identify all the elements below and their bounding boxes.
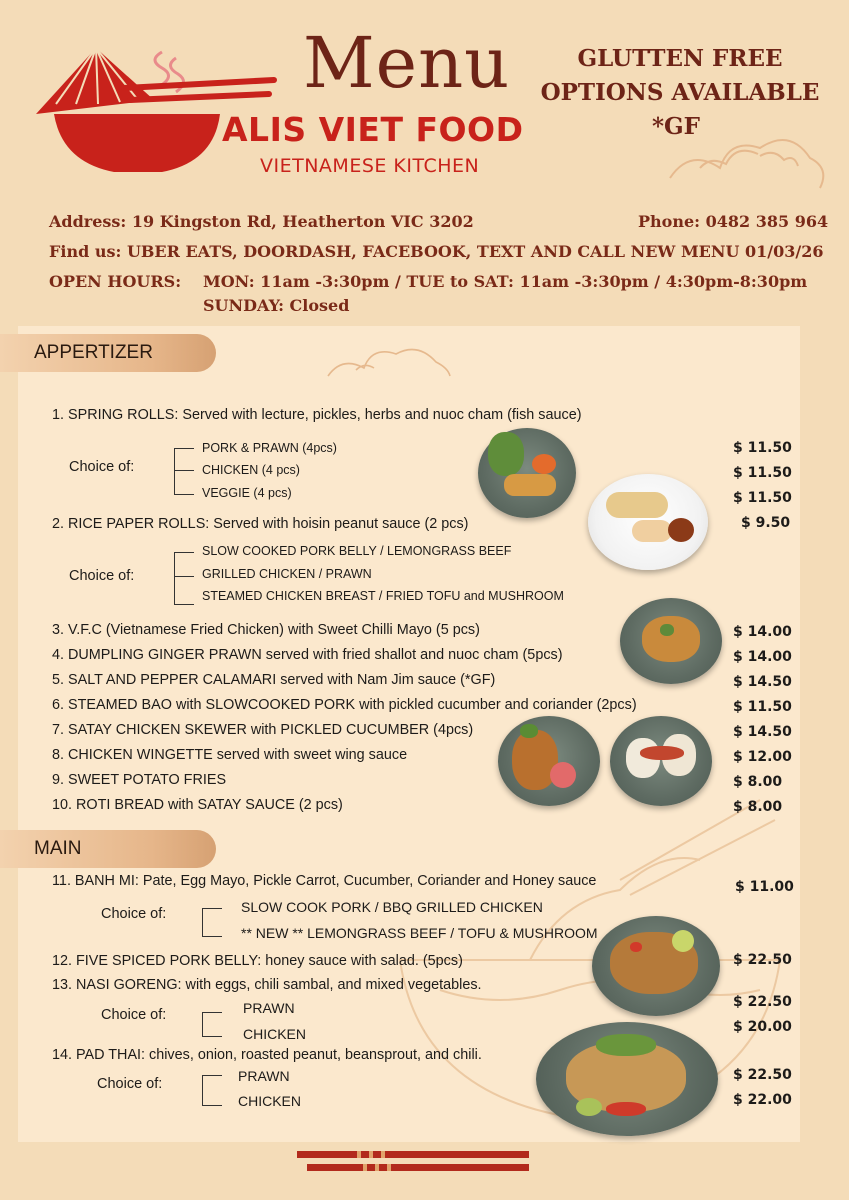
- bracket: [202, 1075, 203, 1105]
- brand-name: ALIS VIET FOOD: [222, 110, 524, 149]
- hours-weekdays: MON: 11am -3:30pm / TUE to SAT: 11am -3:30pm / 4:30pm-8:30pm: [203, 272, 808, 291]
- address: Address: 19 Kingston Rd, Heatherton VIC 3202: [49, 212, 474, 231]
- menu-item-10: 10. ROTI BREAD with SATAY SAUCE (2 pcs): [52, 797, 343, 813]
- cloud-ornament-small: [320, 336, 460, 386]
- rice-paper-rolls-photo: [588, 474, 708, 570]
- price: $ 11.50: [733, 490, 792, 506]
- menu-title: Menu: [303, 22, 511, 104]
- price: $ 9.50: [741, 515, 791, 531]
- bracket: [202, 1012, 203, 1036]
- option: ** NEW ** LEMONGRASS BEEF / TOFU & MUSHROOM: [241, 925, 598, 941]
- cloud-ornament: [660, 108, 840, 198]
- price: $ 22.50: [733, 952, 792, 968]
- choice-label: Choice of:: [101, 1007, 167, 1023]
- menu-item-12: 12. FIVE SPICED PORK BELLY: honey sauce with salad. (5pcs): [52, 953, 463, 969]
- choice-label: Choice of:: [69, 459, 135, 475]
- menu-item-14: 14. PAD THAI: chives, onion, roasted peanut, beansprout, and chili.: [52, 1047, 482, 1063]
- price: $ 11.50: [733, 440, 792, 456]
- option: PRAWN: [243, 1000, 295, 1016]
- bracket: [174, 552, 175, 604]
- price: $ 14.50: [733, 674, 792, 690]
- menu-item-1: 1. SPRING ROLLS: Served with lecture, pickles, herbs and nuoc cham (fish sauce): [52, 407, 582, 423]
- menu-item-2: 2. RICE PAPER ROLLS: Served with hoisin peanut sauce (2 pcs): [52, 516, 469, 532]
- price: $ 14.50: [733, 724, 792, 740]
- menu-item-7: 7. SATAY CHICKEN SKEWER with PICKLED CUCUMBER (4pcs): [52, 722, 474, 738]
- pork-belly-photo: [592, 916, 720, 1016]
- price: $ 8.00: [733, 799, 783, 815]
- option: GRILLED CHICKEN / PRAWN: [202, 567, 372, 581]
- hours-sunday: SUNDAY: Closed: [203, 296, 350, 315]
- price: $ 22.50: [733, 994, 792, 1010]
- section-tab-main: MAIN: [0, 830, 216, 868]
- price: $ 11.50: [733, 699, 792, 715]
- option: CHICKEN (4 pcs): [202, 463, 300, 477]
- price: $ 8.00: [733, 774, 783, 790]
- price: $ 20.00: [733, 1019, 792, 1035]
- phone: Phone: 0482 385 964: [638, 212, 829, 231]
- gf-line-1: GLUTTEN FREE: [577, 45, 783, 72]
- price: $ 14.00: [733, 624, 792, 640]
- option: PORK & PRAWN (4pcs): [202, 441, 337, 455]
- steamed-bao-photo: [610, 716, 712, 806]
- spring-rolls-photo: [478, 428, 576, 518]
- menu-item-13: 13. NASI GORENG: with eggs, chili sambal, and mixed vegetables.: [52, 977, 482, 993]
- price: $ 11.50: [733, 465, 792, 481]
- option: VEGGIE (4 pcs): [202, 486, 292, 500]
- menu-item-6: 6. STEAMED BAO with SLOWCOOKED PORK with pickled cucumber and coriander (2pcs): [52, 697, 637, 713]
- chopsticks-ornament: [297, 1148, 537, 1178]
- bracket: [202, 908, 203, 936]
- section-tab-appetizer: APPERTIZER: [0, 334, 216, 372]
- choice-label: Choice of:: [69, 568, 135, 584]
- option: SLOW COOK PORK / BBQ GRILLED CHICKEN: [241, 899, 543, 915]
- menu-item-3: 3. V.F.C (Vietnamese Fried Chicken) with Sweet Chilli Mayo (5 pcs): [52, 622, 480, 638]
- price: $ 22.00: [733, 1092, 792, 1108]
- menu-item-11: 11. BANH MI: Pate, Egg Mayo, Pickle Carrot, Cucumber, Coriander and Honey sauce: [52, 873, 597, 889]
- price: $ 12.00: [733, 749, 792, 765]
- option: CHICKEN: [238, 1093, 302, 1109]
- menu-item-9: 9. SWEET POTATO FRIES: [52, 772, 227, 788]
- brand-subtitle: VIETNAMESE KITCHEN: [260, 155, 480, 177]
- option: CHICKEN: [243, 1026, 307, 1042]
- find-us: Find us: UBER EATS, DOORDASH, FACEBOOK, TEXT AND CALL NEW MENU 01/03/26: [49, 242, 824, 261]
- gf-tag: *GF: [652, 113, 700, 140]
- option: SLOW COOKED PORK BELLY / LEMONGRASS BEEF: [202, 544, 512, 558]
- menu-item-5: 5. SALT AND PEPPER CALAMARI served with Nam Jim sauce (*GF): [52, 672, 496, 688]
- choice-label: Choice of:: [101, 906, 167, 922]
- price: $ 14.00: [733, 649, 792, 665]
- gf-line-2: OPTIONS AVAILABLE: [540, 79, 820, 106]
- price: $ 11.00: [735, 879, 794, 895]
- choice-label: Choice of:: [97, 1076, 163, 1092]
- option: STEAMED CHICKEN BREAST / FRIED TOFU and MUSHROOM: [202, 589, 564, 603]
- pad-thai-photo: [536, 1022, 718, 1136]
- hours-label: OPEN HOURS:: [49, 272, 182, 291]
- fried-chicken-photo: [620, 598, 722, 684]
- price: $ 22.50: [733, 1067, 792, 1083]
- menu-item-8: 8. CHICKEN WINGETTE served with sweet wing sauce: [52, 747, 408, 763]
- menu-item-4: 4. DUMPLING GINGER PRAWN served with fried shallot and nuoc cham (5pcs): [52, 647, 563, 663]
- option: PRAWN: [238, 1068, 290, 1084]
- satay-skewer-photo: [498, 716, 600, 806]
- bracket: [174, 448, 175, 494]
